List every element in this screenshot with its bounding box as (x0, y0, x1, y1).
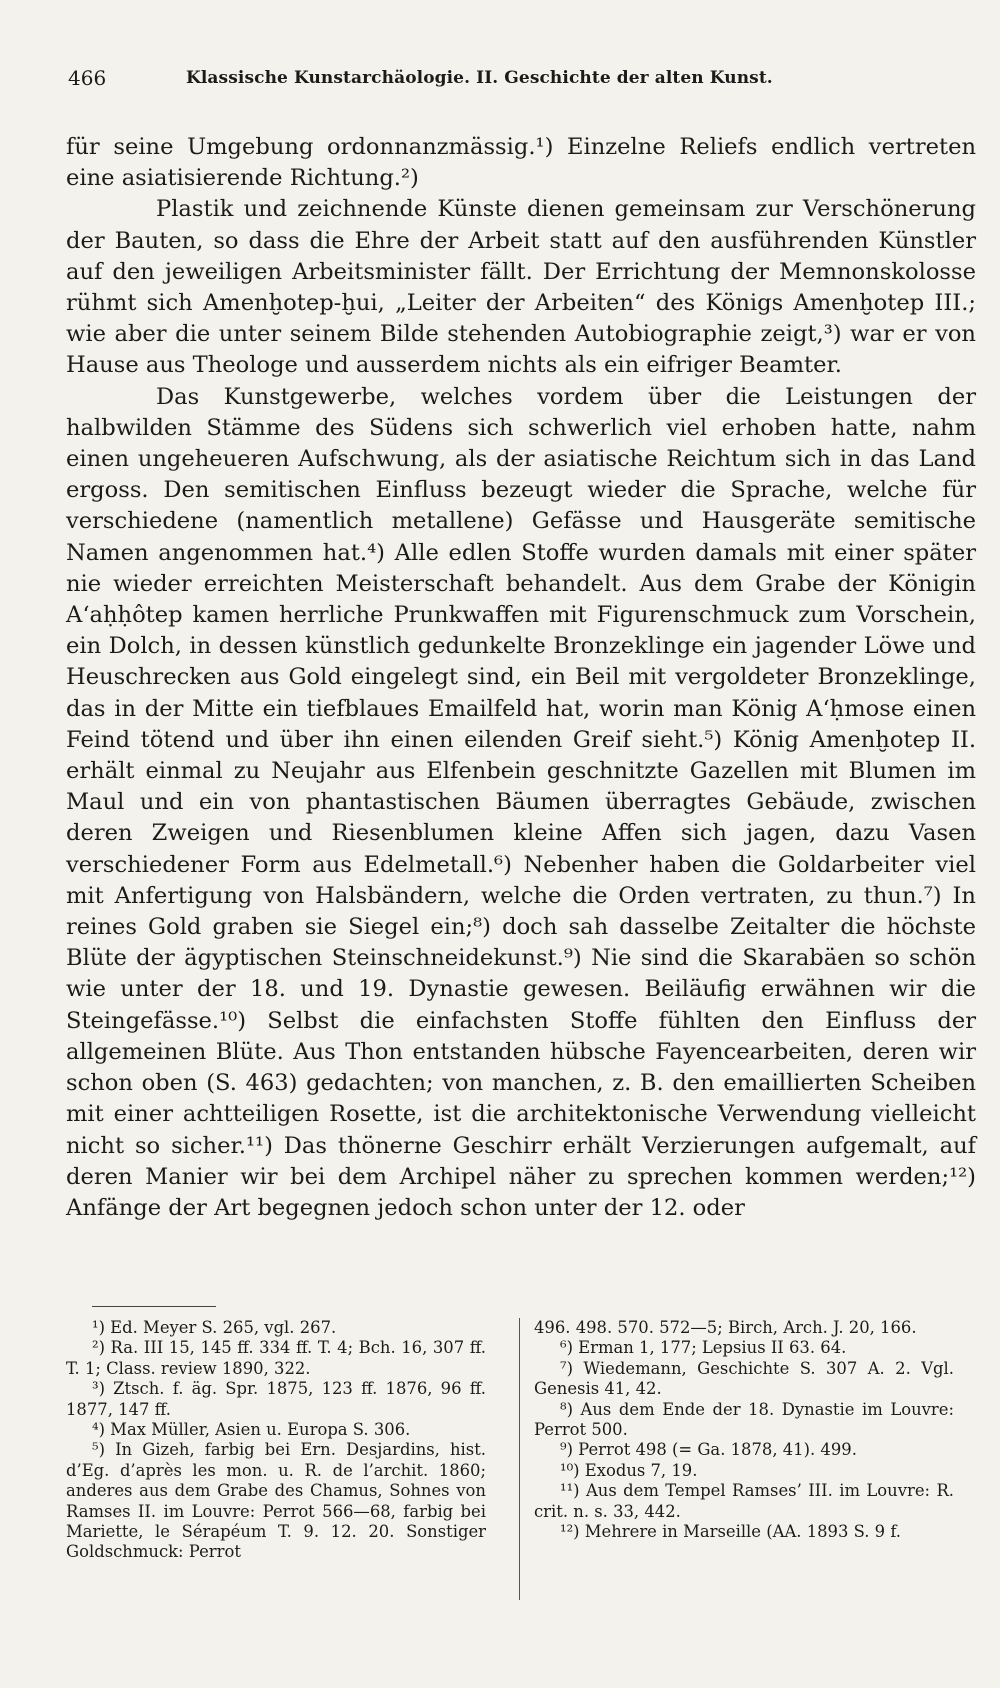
paragraph: für seine Umgebung ordonnanzmässig.¹) Einzelne Reliefs endlich vertreten eine asiatisierende Richtung.²) (66, 134, 976, 192)
column-divider (519, 1318, 520, 1600)
footnote: ⁶) Erman 1, 177; Lepsius II 63. 64. (560, 1338, 847, 1358)
footnote-rule (92, 1306, 216, 1307)
footnote: ⁷) Wiedemann, Geschichte S. 307 A. 2. Vgl. Genesis 41, 42. (534, 1358, 954, 1399)
footnotes-right-column (534, 1318, 954, 1542)
footnote: ¹) Ed. Meyer S. 265, vgl. 267. (92, 1318, 337, 1337)
footnote: ⁵) In Gizeh, farbig bei Ern. Desjardins, hist. d’Eg. d’après les mon. u. R. de l’archit. 1860; anderes aus dem Grabe des Chamus, Sohnes von Ramses II. im Louvre: Perrot 566—68, farbig bei Mariette, le Sérapéum T. 9. 12. 20. Sonstiger Goldschmuck: Perrot (66, 1440, 486, 1562)
paragraph: Plastik und zeichnende Künste dienen gemeinsam zur Verschönerung der Bauten, so dass die Ehre der Arbeit statt auf den ausführenden Künstler auf den jeweiligen Arbeitsminister fällt. Der Errichtung der Memnonskolosse rühmt sich Amenḫotep-ḫui, „Leiter der Arbeiten“ des Königs Amenḫotep III.; wie aber die unter seinem Bilde stehenden Autobiographie zeigt,³) war er von Hause aus Theologe und ausserdem nichts als ein eifriger Beamter. (66, 196, 976, 379)
page-number: 466 (68, 66, 107, 90)
footnote: ⁴) Max Müller, Asien u. Europa S. 306. (92, 1420, 411, 1440)
running-header (68, 66, 940, 102)
footnote-continuation: 496. 498. 570. 572—5; Birch, Arch. J. 20, 166. (534, 1318, 917, 1337)
footnote: ²) Ra. III 15, 145 ff. 334 ff. T. 4; Bch. 16, 307 ff. T. 1; Class. review 1890, 322. (66, 1338, 486, 1378)
footnote: ¹¹) Aus dem Tempel Ramses’ III. im Louvre: R. crit. n. s. 33, 442. (534, 1481, 954, 1521)
footnote: ³) Ztsch. f. äg. Spr. 1875, 123 ff. 1876, 96 ff. 1877, 147 ff. (66, 1379, 486, 1419)
footnote: ¹²) Mehrere in Marseille (AA. 1893 S. 9 f. (560, 1522, 902, 1542)
footnote: ¹⁰) Exodus 7, 19. (560, 1460, 698, 1480)
running-title: Klassische Kunstarchäologie. II. Geschichte der alten Kunst. (186, 68, 773, 88)
main-text (66, 132, 976, 1224)
footnote: ⁸) Aus dem Ende der 18. Dynastie im Louvre: Perrot 500. (534, 1399, 954, 1440)
footnotes-left-column (66, 1318, 486, 1563)
footnote: ⁹) Perrot 498 (= Ga. 1878, 41). 499. (560, 1440, 857, 1460)
paragraph: Das Kunstgewerbe, welches vordem über die Leistungen der halbwilden Stämme des Südens sich schwerlich viel erhoben hatte, nahm einen ungeheueren Aufschwung, als der asiatische Reichtum sich in das Land ergoss. Den semitischen Einfluss bezeugt wieder die Sprache, welche für verschiedene (namentlich metallene) Gefässe und Hausgeräte semitische Namen angenommen hat.⁴) Alle edlen Stoffe wurden damals mit einer später nie wieder erreichten Meisterschaft behandelt. Aus dem Grabe der Königin A‘aḥḥôtep kamen herrliche Prunkwaffen mit Figurenschmuck zum Vorschein, ein Dolch, in dessen künstlich gedunkelte Bronzeklinge ein jagender Löwe und Heuschrecken aus Gold eingelegt sind, ein Beil mit vergoldeter Bronzeklinge, das in der Mitte ein tiefblaues Emailfeld hat, worin man König A‘ḥmose einen Feind tötend und über ihn einen eilenden Greif sieht.⁵) König Amenḫotep II. erhält einmal zu Neujahr aus Elfenbein geschnitzte Gazellen mit Blumen im Maul und ein von phantastischen Bäumen überragtes Gebäude, zwischen deren Zweigen und Riesenblumen kleine Affen sich jagen, dazu Vasen verschiedener Form aus Edelmetall.⁶) Nebenher haben die Goldarbeiter viel mit Anfertigung von Halsbändern, welche die Orden vertraten, zu thun.⁷) In reines Gold graben sie Siegel ein;⁸) doch sah dasselbe Zeitalter die höchste Blüte der ägyptischen Steinschneidekunst.⁹) Nie sind die Skarabäen so schön wie unter der 18. und 19. Dynastie gewesen. Beiläufig erwähnen wir die Steingefässe.¹⁰) Selbst die einfachsten Stoffe fühlten den Einfluss der allgemeinen Blüte. Aus Thon entstanden hübsche Fayencearbeiten, deren wir schon oben (S. 463) gedachten; von manchen, z. B. den emaillierten Scheiben mit einer achtteiligen Rosette, ist die architektonische Verwendung vielleicht nicht so sicher.¹¹) Das thönerne Geschirr erhält Verzierungen aufgemalt, auf deren Manier wir bei dem Archipel näher zu sprechen kommen werden;¹²) Anfänge der Art begegnen jedoch schon unter der 12. oder (66, 383, 976, 1221)
